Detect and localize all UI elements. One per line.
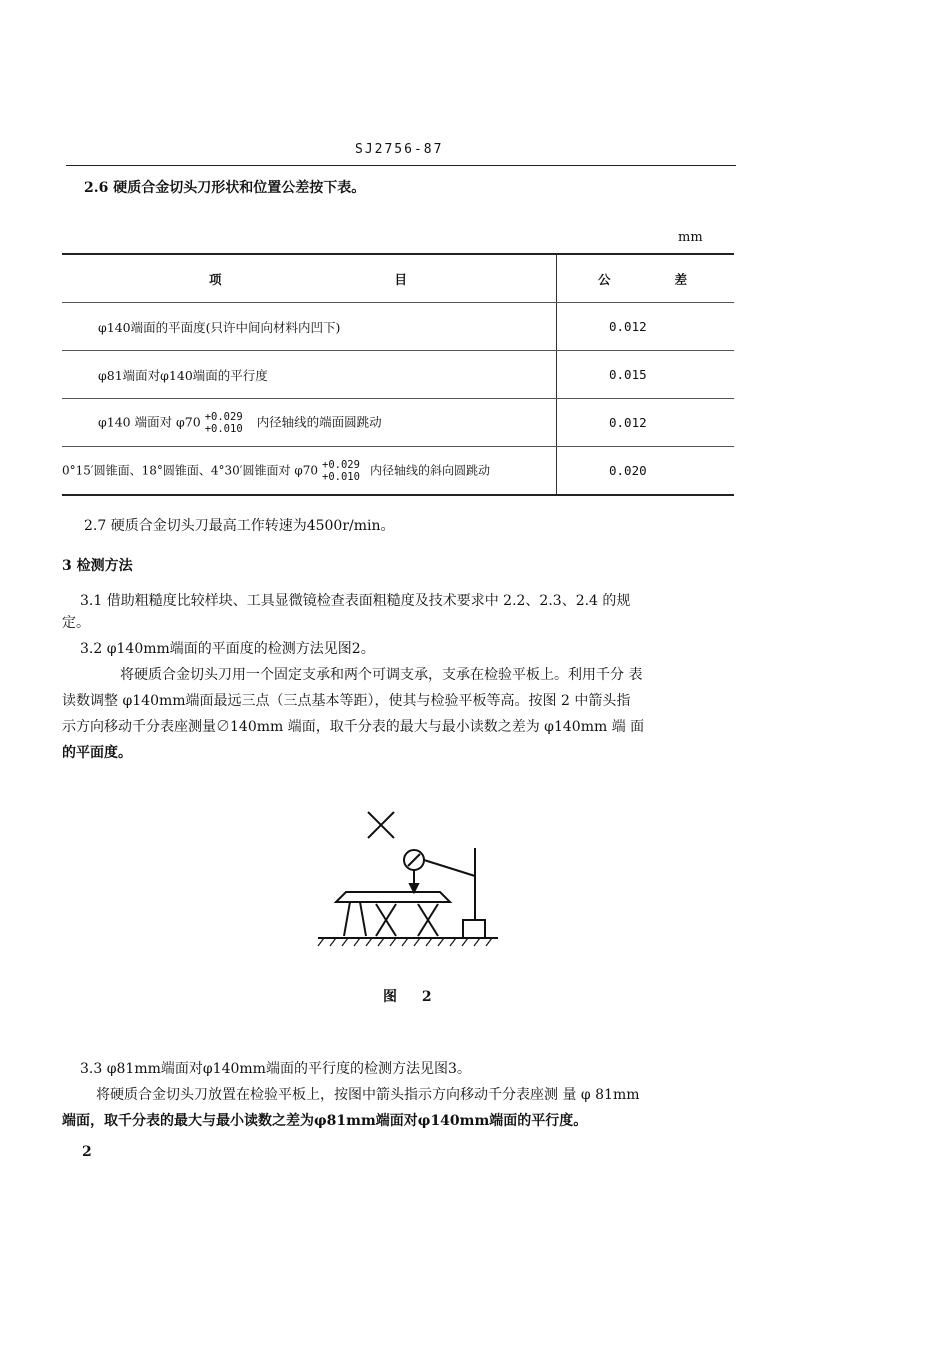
row-tolerance: 0.012: [557, 399, 735, 447]
section-3-2-line1: 将硬质合金切头刀用一个固定支承和两个可调支承，支承在检验平板上。利用千分 表: [120, 667, 643, 683]
dial-needle: [408, 854, 420, 866]
row-item-post: 内径轴线的端面圆跳动: [256, 414, 382, 429]
lower-deviation: +0.010: [204, 422, 243, 435]
page-number: 2: [82, 1144, 92, 1160]
section-3-2-line2: 读数调整 φ140mm端面最远三点（三点基本等距），使其与检验平板等高。按图 2 中箭头指: [62, 693, 631, 709]
gauge-arrow-icon: [410, 884, 418, 892]
section-3-2-line3: 示方向移动千分表座测量∅140mm 端面，取千分表的最大与最小读数之差为 φ140mm 端 面: [62, 719, 645, 735]
col-header-tol-a: 公: [598, 271, 611, 287]
row-tolerance: 0.012: [557, 303, 735, 351]
row-item-pre: φ140 端面对 φ70: [98, 414, 201, 429]
col-header-item-b: 目: [394, 271, 407, 287]
tolerance-table: [62, 253, 734, 496]
tolerance-fraction: [205, 411, 243, 435]
row-tolerance: 0.015: [557, 351, 735, 399]
section-2-6: 2.6 硬质合金切头刀形状和位置公差按下表。: [84, 180, 366, 196]
lower-deviation: +0.010: [322, 470, 360, 483]
cutter-disc: [336, 892, 450, 902]
col-header-tol-b: 差: [674, 271, 687, 287]
section-3-3-line2: 端面，取千分表的最大与最小读数之差为φ81mm端面对φ140mm端面的平行度。: [62, 1113, 588, 1129]
col-header-item-a: 项: [209, 271, 222, 287]
header-rule: [66, 165, 736, 166]
section-3-3-title: 3.3 φ81mm端面对φ140mm端面的平行度的检测方法见图3。: [80, 1061, 471, 1077]
figure-2-diagram: [310, 808, 510, 958]
gauge-arm: [424, 860, 475, 876]
fixed-support-leg-b: [360, 902, 366, 936]
row-item-post: 内径轴线的斜向圆跳动: [369, 463, 490, 477]
table-row: [62, 399, 734, 447]
row-item: [62, 399, 557, 447]
section-3-3-line1: 将硬质合金切头刀放置在检验平板上，按图中箭头指示方向移动千分表座测 量 φ 81mm: [96, 1087, 640, 1103]
upper-deviation: +0.029: [204, 410, 243, 423]
section-2-7: 2.7 硬质合金切头刀最高工作转速为4500r/min。: [84, 518, 395, 534]
row-item-pre: 0°15′圆锥面、18°圆锥面、4°30′圆锥面对 φ70: [62, 463, 319, 477]
table-row: [62, 303, 734, 351]
surface-plate-hatching: [318, 938, 492, 946]
table-row: [62, 351, 734, 399]
table-header-row: [62, 254, 734, 303]
section-3-1-line1: 3.1 借助粗糙度比较样块、工具显微镜检查表面粗糙度及技术要求中 2.2、2.3、2.4 的规: [80, 593, 631, 609]
table-row: [62, 447, 734, 496]
gauge-stand-base: [463, 920, 485, 938]
row-item: φ140端面的平面度(只许中间向材料内凹下): [62, 303, 557, 351]
section-3-2-title: 3.2 φ140mm端面的平面度的检测方法见图2。: [80, 641, 375, 657]
row-item: φ81端面对φ140端面的平行度: [62, 351, 557, 399]
upper-deviation: +0.029: [322, 458, 360, 471]
figure-2-caption: 图 2: [383, 989, 442, 1005]
section-3-1-line2: 定。: [62, 615, 90, 631]
standard-code: SJ2756-87: [355, 142, 444, 157]
tolerance-fraction: [322, 459, 360, 483]
row-item: [62, 447, 557, 496]
table-unit: mm: [678, 230, 703, 245]
fixed-support-leg-a: [344, 902, 350, 936]
row-tolerance: 0.020: [557, 447, 735, 496]
section-3-heading: 3 检测方法: [62, 558, 133, 574]
section-3-2-line4: 的平面度。: [62, 745, 132, 761]
